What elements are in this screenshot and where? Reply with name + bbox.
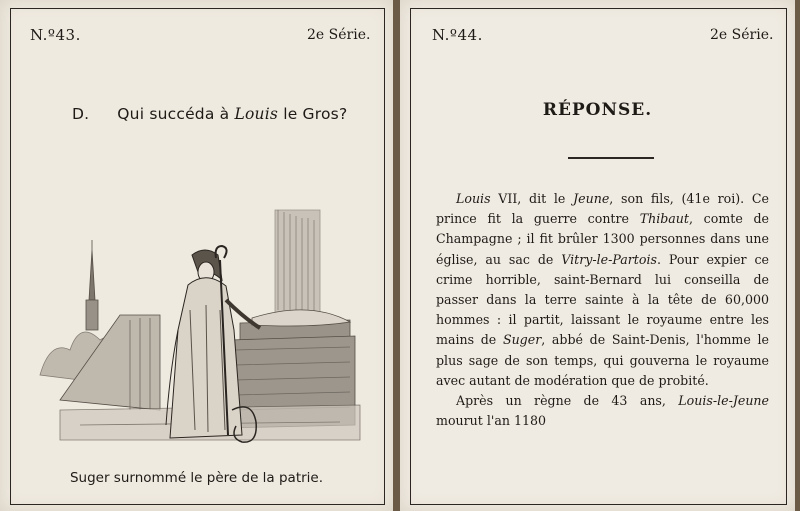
answer-text-run: Après un règne de 43 ans, [456,393,679,409]
illustration-caption: Suger surnommé le père de la patrie. [69,470,324,486]
answer-title: RÉPONSE. [542,100,653,120]
illustration-suger [20,200,380,460]
answer-text-run: mourut l'an 1180 [436,413,546,429]
answer-text [436,189,769,431]
answer-italic-run: Louis-le-Jeune [678,393,769,409]
answer-italic-run: Thibaut [639,211,689,227]
question-text [72,105,347,123]
answer-card [400,0,795,511]
answer-text-run: VII, dit le [490,191,574,206]
answer-italic-run: Jeune [573,191,610,206]
question-name: Louis [234,105,279,123]
answer-italic-run: Louis [456,191,491,206]
title-divider [568,157,654,159]
card-series: 2e Série. [710,27,774,43]
card-series: 2e Série. [307,27,371,43]
card-number: N.º43. [30,26,81,44]
answer-text-run: . Pour expier ce crime horrible, saint-Bernard lui conseilla de passer dans la terre sainte à la tête de 60,000 hommes : il partit, laissant le royaume entre les mains de [436,251,769,348]
answer-text-run: , abbé de Saint-Denis, l'homme le plus sage de son temps, qui gouverna le royaume avec autant de modération que de probité. [436,332,769,388]
card-number: N.º44. [432,26,483,44]
answer-paragraph [436,189,769,391]
answer-text-run: , comte de Champagne ; il fit brûler 1300 personnes dans une église, au sac de [436,211,769,267]
answer-italic-run: Suger [502,332,542,348]
question-card [0,0,393,511]
answer-italic-run: Vitry-le-Partois [561,251,657,267]
answer-text-run: , son fils, (41e roi). Ce prince fit la guerre contre [436,191,769,227]
question-part-1: Qui succéda à [117,105,230,123]
answer-paragraph [436,391,769,431]
question-part-2: le Gros? [283,105,348,123]
question-prefix: D. [72,105,90,123]
